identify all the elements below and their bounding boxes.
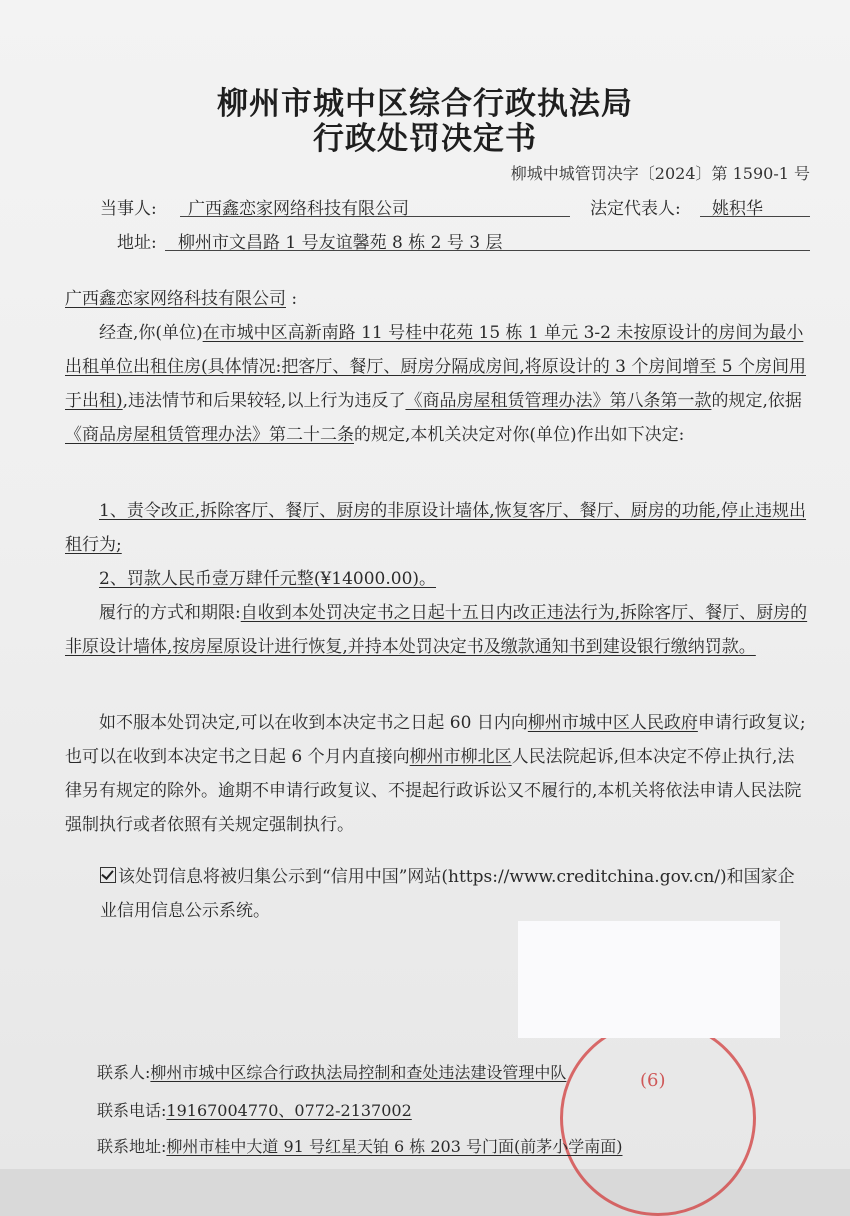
salutation-name: 广西鑫恋家网络科技有限公司 xyxy=(65,289,286,309)
redacted-area xyxy=(518,921,780,1038)
party-name: 广西鑫恋家网络科技有限公司 xyxy=(188,199,409,219)
court-district: 柳州市柳北区 xyxy=(409,747,512,767)
checkbox-checked-icon xyxy=(100,867,116,883)
document-title-line2: 行政处罚决定书 xyxy=(313,121,537,157)
document-number: 柳城中城管罚决字〔2024〕第 1590-1 号 xyxy=(510,164,810,183)
legal-rep-label: 法定代表人: xyxy=(590,199,681,219)
decision-item-2: 2、罚款人民币壹万肆仟元整(¥14000.00)。 xyxy=(99,569,437,589)
legal-basis: 《商品房屋租赁管理办法》第二十二条 xyxy=(65,425,354,445)
official-seal-stamp xyxy=(560,1020,756,1216)
appeal-paragraph: 如不服本处罚决定,可以在收到本决定书之日起 60 日内向柳州市城中区人民政府申请行政复议;也可以在收到本决定书之日起 6 个月内直接向柳州市柳北区人民法院起诉,但本决定不停止执行,法律另有规定的除外。逾期不申请行政复议、不提起行政诉讼又不履行的,本机关将依法申请人民法院强制执行或者依照有关规定强制执行。 xyxy=(65,713,806,835)
legal-rep-underline xyxy=(700,216,810,217)
contact-address: 联系地址:柳州市桂中大道 91 号红星天铂 6 栋 203 号门面(前茅小学南面) xyxy=(97,1137,623,1156)
contact-address-value: 柳州市桂中大道 91 号红星天铂 6 栋 203 号门面(前茅小学南面) xyxy=(166,1137,623,1156)
address-label: 地址: xyxy=(117,233,157,253)
review-authority: 柳州市城中区人民政府 xyxy=(527,713,698,733)
document-title-line1: 柳州市城中区综合行政执法局 xyxy=(217,86,633,122)
seal-text: (6) xyxy=(640,1070,666,1091)
contact-phone: 联系电话:19167004770、0772-2137002 xyxy=(97,1101,412,1120)
contact-phone-value: 19167004770、0772-2137002 xyxy=(166,1101,412,1120)
contact-person: 联系人:柳州市城中区综合行政执法局控制和查处违法建设管理中队 xyxy=(97,1063,567,1082)
violated-regulation: 《商品房屋租赁管理办法》第八条第一款 xyxy=(405,391,712,411)
address-underline xyxy=(165,250,810,251)
address-value: 柳州市文昌路 1 号友谊馨苑 8 栋 2 号 3 层 xyxy=(178,233,503,253)
performance-terms: 自收到本处罚决定书之日起十五日内改正违法行为,拆除客厅、餐厅、厨房的非原设计墙体,按房屋原设计进行恢复,并持本处罚决定书及缴款通知书到建设银行缴纳罚款。 xyxy=(65,603,808,657)
party-underline xyxy=(180,216,570,217)
decision-item-1: 1、责令改正,拆除客厅、餐厅、厨房的非原设计墙体,恢复客厅、餐厅、厨房的功能,停止违规出租行为; xyxy=(65,501,807,555)
contact-person-value: 柳州市城中区综合行政执法局控制和查处违法建设管理中队 xyxy=(150,1063,567,1082)
credit-notice: 该处罚信息将被归集公示到“信用中国”网站(https://www.creditchina.gov.cn/)和国家企业信用信息公示系统。 xyxy=(100,867,795,921)
party-label: 当事人: xyxy=(100,199,157,219)
violation-facts: 在市城中区高新南路 11 号桂中花苑 15 栋 1 单元 3-2 未按原设计的房间为最小出租单位出租住房(具体情况:把客厅、餐厅、厨房分隔成房间,将原设计的 3 个房间增至 5 个房间用于出租) xyxy=(65,323,807,411)
performance-paragraph: 履行的方式和期限:自收到本处罚决定书之日起十五日内改正违法行为,拆除客厅、餐厅、厨房的非原设计墙体,按房屋原设计进行恢复,并持本处罚决定书及缴款通知书到建设银行缴纳罚款。 xyxy=(65,603,808,657)
legal-rep-name: 姚积华 xyxy=(712,199,763,219)
decision-body xyxy=(65,282,810,452)
salutation: 广西鑫恋家网络科技有限公司 : xyxy=(65,289,298,309)
findings-paragraph: 经查,你(单位)在市城中区高新南路 11 号桂中花苑 15 栋 1 单元 3-2 未按原设计的房间为最小出租单位出租住房(具体情况:把客厅、餐厅、厨房分隔成房间,将原设计的 3 个房间增至 5 个房间用于出租),违法情节和后果较轻,以上行为违反了《商品房屋租赁管理办法》第八条第一款的规定,依据《商品房屋租赁管理办法》第二十二条的规定,本机关决定对你(单位)作出如下决定: xyxy=(65,323,807,445)
